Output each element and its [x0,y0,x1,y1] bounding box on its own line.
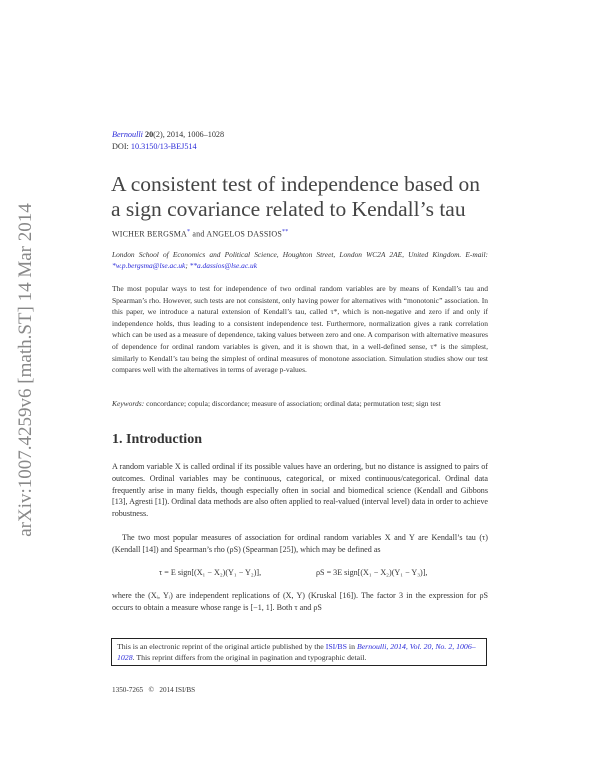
intro-paragraph: The two most popular measures of association for ordinal random variables X and Y are Kendall’s tau (τ) (Kendall [14]) and Spearman’s rho (ρS) (Spearman [25]), which may be defined as [112,533,488,554]
equation-tau: τ = E sign[(X₁ − X₂)(Y₁ − Y₂)], [159,568,262,577]
copyright: 1350-7265 © 2014 ISI/BS [112,686,196,694]
authors [112,229,288,239]
keywords-text: concordance; copula; discordance; measure of association; ordinal data; permutation test; sign test [144,399,441,408]
arxiv-stamp: arXiv:1007.4259v6 [math.ST] 14 Mar 2014 [15,203,36,537]
reprint-text: in [346,642,357,651]
section-heading: 1. Introduction [112,432,202,447]
abstract: The most popular ways to test for independence of two ordinal random variables are by means of Kendall’s tau and Spearman’s rho. However, such tests are not consistent, only having power for alternatives with “monotonic” association. In this paper, we introduce a natural extension of Kendall’s tau, called τ*, which is non-negative and zero if and only if independence holds, thus leading to a consistent independence test. Furthermore, normalization gives a rank correlation which can be used as a measure of dependence, taking values between zero and one. A comparison with alternative measures of dependence for ordinal random variables is given, and it is shown that, in a well-defined sense, τ* is the simplest, similarly to Kendall’s tau being the simplest of ordinal measures of monotone association. Simulation studies show our test compares well with the alternatives in terms of average p-values. [112,284,488,375]
title-line: A consistent test of independence based on [111,172,480,196]
keywords-label: Keywords: [112,399,145,408]
title-line: a sign covariance related to Kendall’s tau [111,197,466,221]
reprint-notice [111,638,487,666]
intro-paragraph: where the (Xᵢ, Yᵢ) are independent replications of (X, Y) (Kruskal [16]). The factor 3 in the expression for ρS occurs to obtain a measure whose range is [−1, 1]. Both τ and ρS [112,591,488,612]
reprint-text: This is an electronic reprint of the original article published by the [117,642,326,651]
keywords [112,398,488,410]
paper-title [111,172,480,222]
email-link[interactable]: *w.p.bergsma@lse.ac.uk [112,261,186,270]
affiliation-text: London School of Economics and Political Science, Houghton Street, London WC2A 2AE, United Kingdom. E-mail: [112,250,488,259]
intro-paragraph: A random variable X is called ordinal if its possible values have an ordering, but no distance is assigned to pairs of outcomes. Ordinal variables may be continuous, categorical, or mixed continuous/categorical. Ordinal data frequently arise in many fields, though especially often in social and biomedical science (Kendall and Gibbons [13], Agresti [1]). Ordinal data methods are also often applied to real-valued (interval level) data in order to achieve robustness. [112,462,488,519]
separator: ; [185,261,190,270]
author-mark[interactable]: * [187,229,191,235]
equation-rho: ρS = 3E sign[(X₁ − X₂)(Y₁ − Y₃)], [316,568,428,577]
doi-link[interactable]: 10.3150/13-BEJ514 [130,142,197,151]
journal-info [112,129,224,153]
author-mark[interactable]: ** [282,229,289,235]
affiliation [112,249,488,271]
reprint-text: . This reprint differs from the original in pagination and typographic detail. [132,653,367,662]
doi-label: DOI: [112,142,129,151]
citation-link[interactable]: Bernoulli, 2014, Vol. 20, No. 2, 1006–1028 [117,642,476,662]
volume: 20 [144,130,154,139]
email-link[interactable]: **a.dassios@lse.ac.uk [189,261,257,270]
author-name: WICHER BERGSMA [112,229,188,239]
isibs-link[interactable]: ISI/BS [325,642,347,651]
author-name: ANGELOS DASSIOS [206,229,283,239]
and-text: and [190,229,207,239]
issue-pages: (2), 2014, 1006–1028 [153,130,225,139]
journal-link[interactable]: Bernoulli [112,130,143,139]
